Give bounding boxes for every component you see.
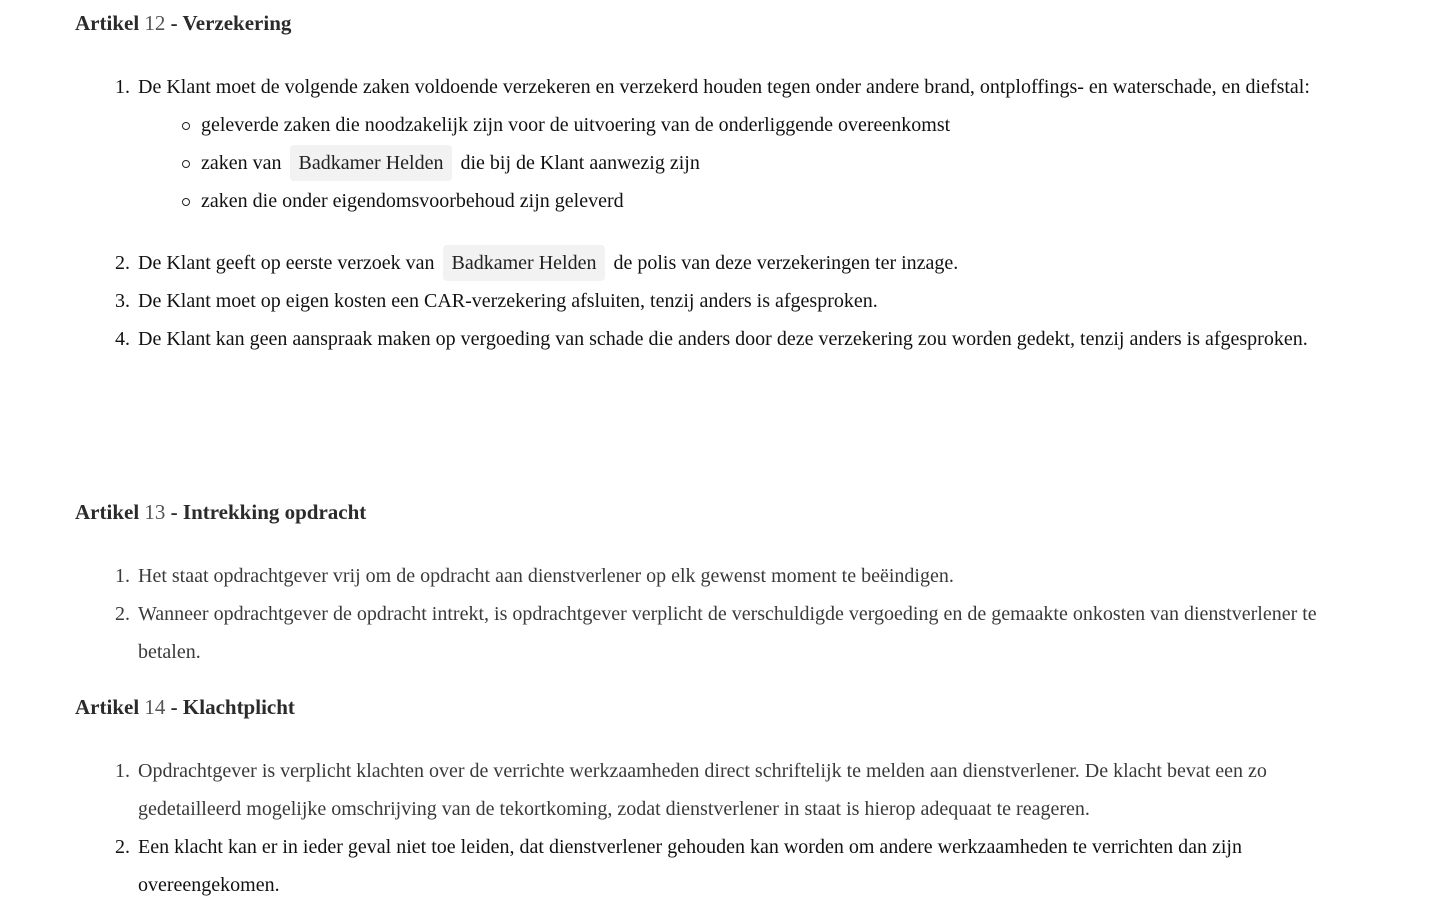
sub-item-text: zaken van [201,152,282,174]
company-variable: Badkamer Helden [443,245,606,281]
article-13-heading [75,497,1375,527]
list-item-text: Wanneer opdrachtgever de opdracht intrekt, is opdrachtgever verplicht de verschuldigde vergoeding en de gemaakte onkosten van dienstverlener te betalen. [138,603,1317,663]
article-13-list [75,557,1375,671]
list-item [138,244,1375,282]
list-item-text: Opdrachtgever is verplicht klachten over de verrichte werkzaamheden direct schriftelijk te melden aan dienstverlener. De klacht bevat een zo gedetailleerd mogelijke omschrijving van de tekortkoming, zodat dienstverlener in staat is hierop adequaat te reageren. [138,760,1267,820]
company-variable: Badkamer Helden [290,145,453,181]
article-word: Artikel [75,695,140,719]
list-item [138,320,1375,358]
article-12-list [75,68,1375,358]
list-item [138,828,1375,904]
sub-item-text: geleverde zaken die noodzakelijk zijn voor de uitvoering van de onderliggende overeenkomst [201,114,951,136]
list-item-text: De Klant kan geen aanspraak maken op vergoeding van schade die anders door deze verzekering zou worden gedekt, tenzij anders is afgesproken. [138,328,1308,350]
article-word: Artikel [75,500,140,524]
article-word: Artikel [75,11,140,35]
sub-list-item [201,106,1375,144]
article-14-heading [75,692,1375,722]
article-12-heading [75,8,1375,38]
article-title: - Klachtplicht [170,695,295,719]
sub-item-text: zaken die onder eigendomsvoorbehoud zijn geleverd [201,190,624,212]
list-item [138,68,1375,220]
article-13 [75,497,1375,671]
article-title: - Intrekking opdracht [170,500,367,524]
list-item-text: De Klant moet de volgende zaken voldoende verzekeren en verzekerd houden tegen onder andere brand, ontploffings- en waterschade, en diefstal: [138,76,1310,98]
list-item [138,595,1375,671]
article-number: 14 [144,695,166,719]
sub-item-text: die bij de Klant aanwezig zijn [460,152,700,174]
list-item [138,282,1375,320]
sub-list-item [201,144,1375,182]
sub-list [138,106,1375,220]
list-item-text: De Klant moet op eigen kosten een CAR-verzekering afsluiten, tenzij anders is afgesproken. [138,290,878,312]
article-12 [75,8,1375,358]
list-item-text: de polis van deze verzekeringen ter inzage. [613,252,959,274]
list-item-text: Een klacht kan er in ieder geval niet toe leiden, dat dienstverlener gehouden kan worden om andere werkzaamheden te verrichten dan zijn overeengekomen. [138,836,1242,896]
article-title: - Verzekering [170,11,292,35]
sub-list-item [201,182,1375,220]
article-14 [75,692,1375,904]
article-14-list [75,752,1375,904]
list-item-text: De Klant geeft op eerste verzoek van [138,252,435,274]
list-item [138,557,1375,595]
article-number: 13 [144,500,166,524]
list-item [138,752,1375,828]
list-item-text: Het staat opdrachtgever vrij om de opdracht aan dienstverlener op elk gewenst moment te beëindigen. [138,565,954,587]
article-number: 12 [144,11,166,35]
